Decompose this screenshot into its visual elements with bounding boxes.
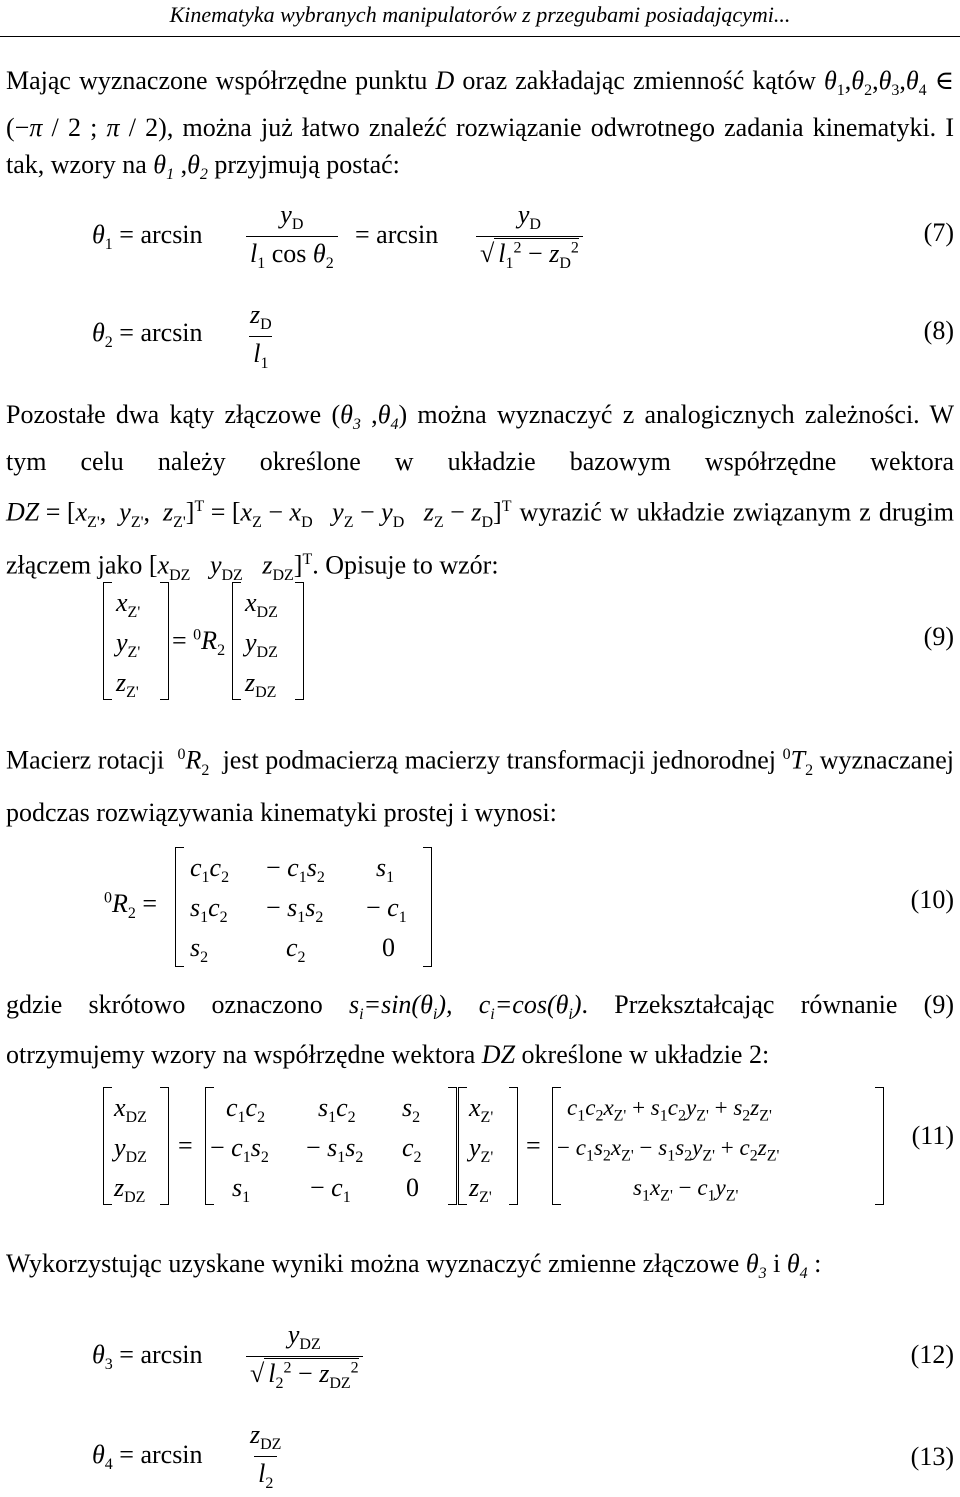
eq-number-7: (7) <box>923 218 954 247</box>
equation-8: $\theta_2 = \arcsin$ $\frac{z_D}{l_1}$ (8) <box>92 300 954 373</box>
eq-number-11: (11) <box>911 1121 954 1150</box>
equation-12: $\theta_3 = \arcsin$ $\frac{y_{DZ}}{√ l_2^2 - z_{DZ}^2}$ (12) <box>92 1320 954 1393</box>
paragraph-2: Pozostałe dwa kąty złączowe ($\theta_3$ $,\theta_4$) można wyznaczyć z analogicznych zależności. W tym celu należy określone w układzie bazowym współrzędne wektora DZ = [$x_{Z'}$, $y_{Z'}$, $z_{Z'}]^T = [x_Z - x_D$ $y_Z - y_D$ $z_Z - z_D]^T$ wyrazić w układzie związanym z drugim złączem jako [$x_{DZ}$ $y_{DZ}$ $z_{DZ}]^T$. Opisuje to wzór: <box>6 400 954 584</box>
equation-13: $\theta_4 = \arcsin$ $\frac{z_{DZ}}{l_2}$ (13) <box>92 1420 954 1493</box>
eq-number-8: (8) <box>923 316 954 345</box>
eq-number-13: (13) <box>910 1442 954 1471</box>
running-header: Kinematyka wybranych manipulatorów z przegubami posiadającymi... <box>0 0 960 37</box>
equation-10: $^0R_2$ = $c_1c_2$ − $c_1s_2$ $s_1$ $s_1c_2$ − $s_1s_2$ − $c_1$ $s_2$ $c_2$ 0 (10) <box>0 845 960 970</box>
paragraph-1: Mając wyznaczone współrzędne punktu D oraz zakładając zmienność kątów $\theta_1,\theta_2,\theta_3,\theta_4$ ∈ (−π / 2 ; π / 2), można już łatwo znaleźć rozwiązanie odwrotnego zadania kinematyki. I tak, wzory na $\theta_1$ $,\theta_2$ przyjmują postać: <box>6 66 955 184</box>
paragraph-3: Macierz rotacji $^0R_2$ jest podmacierzą macierzy transformacji jednorodnej $^0T_2$ wyznaczanej podczas rozwiązywania kinematyki prostej i wynosi: <box>6 745 954 827</box>
equation-7: $\theta_1 = \arcsin$ $\frac{y_D}{l_1 \cos \theta_2}$ = arcsin $\frac{y_D}{√ l_1^2 - z_D^2}$ (7) <box>92 200 954 273</box>
eq-number-10: (10) <box>910 885 954 914</box>
equation-9: $x_{Z'}$ $y_{Z'}$ $z_{Z'}$ = $^0R_2$ $x_{DZ}$ $y_{DZ}$ $z_{DZ}$ (9) <box>0 578 960 708</box>
equation-11: $x_{DZ}$ $y_{DZ}$ $z_{DZ}$ = $c_1c_2$ $s_1c_2$ $s_2$ − $c_1s_2$ − $s_1s_2$ $c_2$ $s_1$ − $c_1$ 0 $x_{Z'}$ $y_{Z'}$ $z_{Z'}$ = $c_1c_2x_{Z'} + s_1c_2y_{Z'} + s_2z_{Z'}$ − $c_1s_2x_{Z'} - s_1s_2y_{Z'} + c_2z_{Z'}$ $s_1x_{Z'} - c_1y_{Z'}$ (11) <box>0 1085 960 1210</box>
paragraph-5: Wykorzystując uzyskane wyniki można wyznaczyć zmienne złączowe $\theta_3$ i $\theta_4$ : <box>6 1249 822 1283</box>
eq-number-9: (9) <box>923 622 954 651</box>
eq-number-12: (12) <box>910 1340 954 1369</box>
paragraph-4: gdzie skrótowo oznaczono $s_i=\sin(\theta_i)$, $c_i=\cos(\theta_i)$. Przekształcając równanie (9) otrzymujemy wzory na współrzędne wektora DZ określone w układzie 2: <box>6 990 954 1070</box>
